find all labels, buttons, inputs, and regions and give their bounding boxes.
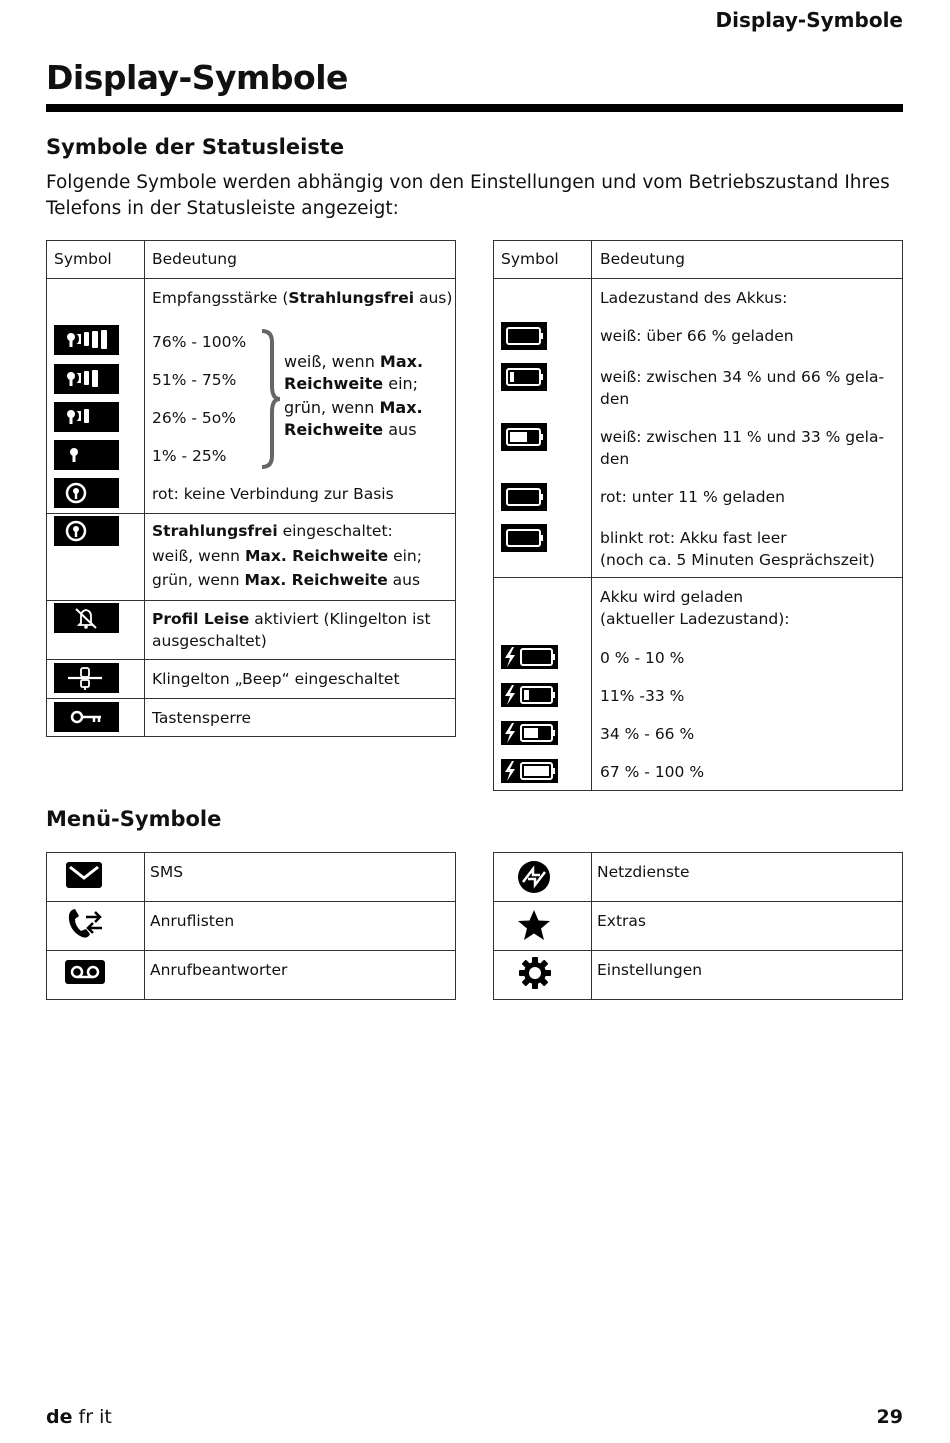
answering-machine-icon	[65, 960, 105, 984]
col-header-meaning: Bedeutung	[152, 250, 237, 268]
signal-level-2: 51% - 75%	[152, 371, 237, 389]
title-rule	[46, 104, 903, 112]
no-connection-text: rot: keine Verbindung zur Basis	[152, 485, 394, 503]
menu-item-call-lists: Anruflisten	[150, 912, 235, 930]
intro-text	[46, 170, 903, 222]
menu-item-sms: SMS	[150, 863, 184, 881]
signal-note-line-3: grün, wenn Max.	[284, 398, 423, 417]
signal-note-line-1: weiß, wenn Max.	[284, 352, 424, 371]
signal-note-line-4: Reichweite aus	[284, 420, 417, 439]
charging-level-4: 67 % - 100 %	[600, 763, 705, 781]
key-lock-icon	[54, 702, 119, 732]
battery-heading: Ladezustand des Akkus:	[600, 289, 788, 307]
eco-line-1: Strahlungsfrei eingeschaltet:	[152, 522, 393, 540]
signal-level-1: 76% - 100%	[152, 333, 247, 351]
battery-level-5-line-2: (noch ca. 5 Minuten Gesprächszeit)	[600, 551, 875, 569]
charging-level-2: 11% -33 %	[600, 687, 685, 705]
battery-level-5-line-1: blinkt rot: Akku fast leer	[600, 529, 787, 547]
col-header-symbol: Symbol	[501, 250, 559, 268]
beep-text: Klingelton „Beep“ eingeschaltet	[152, 670, 400, 688]
network-services-icon	[517, 860, 551, 894]
menu-item-network-services: Netzdienste	[597, 863, 690, 881]
battery-level-1: weiß: über 66 % geladen	[600, 327, 794, 345]
curly-brace	[258, 328, 282, 470]
signal-strength-icon	[54, 325, 119, 355]
battery-icon	[501, 322, 547, 350]
battery-level-3-line-2: den	[600, 450, 630, 468]
signal-level-4: 1% - 25%	[152, 447, 227, 465]
battery-icon	[501, 423, 547, 451]
key-lock-text: Tastensperre	[152, 709, 252, 727]
page-number: 29	[876, 1406, 903, 1428]
battery-level-3-line-1: weiß: zwischen 11 % und 33 % gela-	[600, 428, 885, 446]
section-heading-menu: Menü-Symbole	[46, 807, 222, 831]
charging-heading-line-2: (aktueller Ladezustand):	[600, 610, 790, 628]
running-head: Display-Symbole	[715, 8, 903, 32]
charging-level-1: 0 % - 10 %	[600, 649, 685, 667]
eco-mode-icon	[54, 516, 119, 546]
battery-icon	[501, 524, 547, 552]
silent-profile-icon	[54, 603, 119, 633]
menu-item-settings: Einstellungen	[597, 961, 703, 979]
battery-level-2-line-1: weiß: zwischen 34 % und 66 % gela-	[600, 368, 885, 386]
intro-line-2: Telefons in der Statusleiste angezeigt:	[46, 198, 399, 219]
star-icon	[517, 909, 551, 941]
menu-label-cell	[145, 853, 456, 902]
silent-line-2: ausgeschaltet)	[152, 632, 267, 650]
signal-note-line-2: Reichweite ein;	[284, 374, 419, 393]
no-connection-icon	[54, 478, 119, 508]
signal-strength-icon	[54, 402, 119, 432]
status-table-right	[493, 240, 903, 791]
signal-strength-icon	[54, 440, 119, 470]
intro-line-1: Folgende Symbole werden abhängig von den Einstellungen und vom Betriebszustand Ihres	[46, 172, 890, 193]
eco-line-3: grün, wenn Max. Reichweite aus	[152, 571, 421, 589]
battery-level-4: rot: unter 11 % geladen	[600, 488, 785, 506]
charging-level-3: 34 % - 66 %	[600, 725, 695, 743]
signal-heading: Empfangsstärke (Strahlungsfrei aus)	[152, 289, 453, 307]
page-title: Display-Symbole	[46, 58, 348, 97]
beep-icon	[54, 663, 119, 693]
signal-level-3: 26% - 5o%	[152, 409, 236, 427]
signal-meaning-cell	[145, 279, 456, 514]
col-header-symbol: Symbol	[54, 250, 112, 268]
section-heading-status: Symbole der Statusleiste	[46, 135, 345, 159]
battery-charging-icon	[501, 721, 558, 745]
gear-icon	[518, 956, 552, 990]
eco-line-2: weiß, wenn Max. Reichweite ein;	[152, 547, 422, 565]
silent-line-1: Profil Leise aktiviert (Klingelton ist	[152, 610, 431, 628]
battery-icon	[501, 483, 547, 511]
battery-level-2-line-2: den	[600, 390, 630, 408]
battery-charging-icon	[501, 759, 558, 783]
menu-item-answering-machine: Anrufbeantworter	[150, 961, 288, 979]
language-indicator: de fr it	[46, 1406, 112, 1428]
call-lists-icon	[66, 906, 104, 940]
battery-charging-icon	[501, 645, 558, 669]
battery-icon	[501, 363, 547, 391]
envelope-icon	[66, 862, 102, 888]
signal-strength-icon	[54, 364, 119, 394]
col-header-meaning: Bedeutung	[600, 250, 685, 268]
menu-item-extras: Extras	[597, 912, 646, 930]
charging-heading-line-1: Akku wird geladen	[600, 588, 744, 606]
battery-charging-icon	[501, 683, 558, 707]
